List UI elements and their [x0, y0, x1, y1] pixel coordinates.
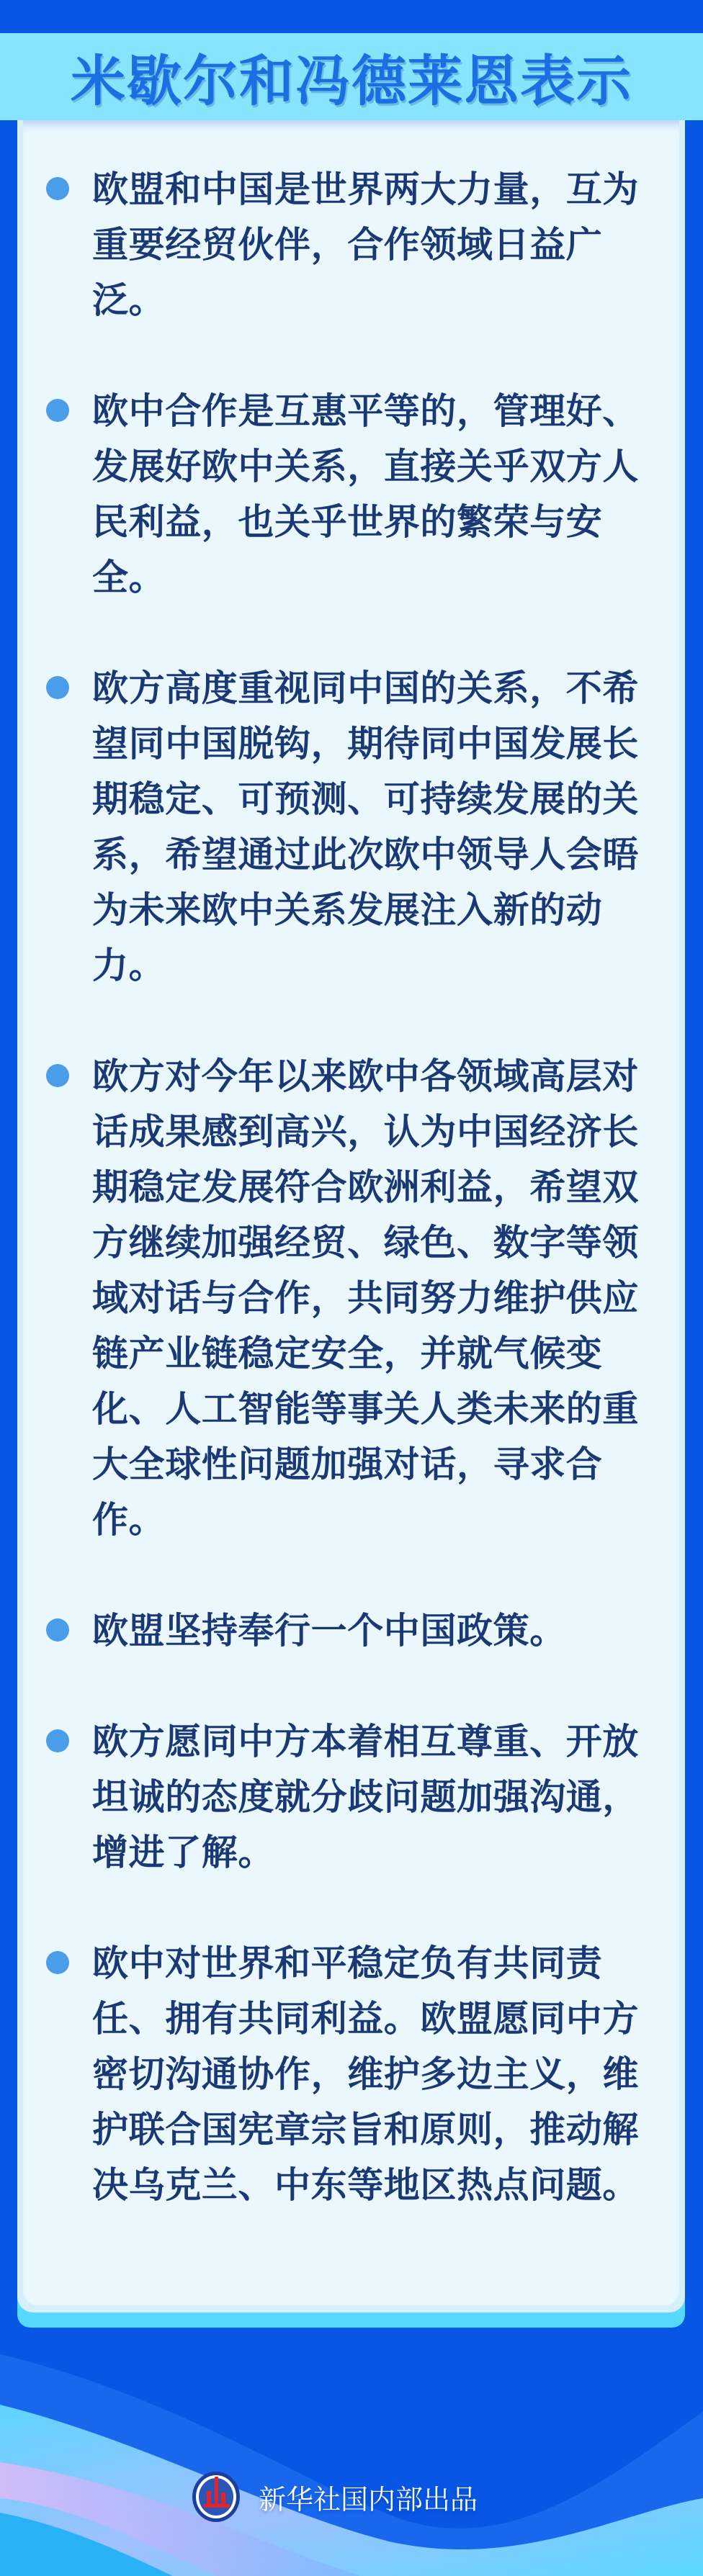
bullet-line: 欧方愿同中方本着相互尊重、开放: [92, 1720, 639, 1762]
bullet-line: 民利益，也关乎世界的繁荣与安: [92, 500, 603, 543]
bullet-line: 化、人工智能等事关人类未来的重: [92, 1387, 639, 1430]
bullet-line: 欧盟坚持奉行一个中国政策。: [92, 1609, 566, 1652]
bullet-line: 话成果感到高兴，认为中国经济长: [92, 1110, 639, 1153]
bullet-dot-icon: [46, 1951, 69, 1974]
bullet-dot-icon: [46, 399, 69, 422]
bullet-line: 决乌克兰、中东等地区热点问题。: [92, 2163, 639, 2206]
bullet-line: 重要经贸伙伴，合作领域日益广: [92, 223, 603, 266]
bullet-line: 作。: [92, 1498, 166, 1541]
content-card: [17, 120, 685, 2312]
bullet-dot-icon: [46, 177, 69, 200]
bullet-line: 欧方高度重视同中国的关系，不希: [92, 667, 639, 709]
bullet-line: 坦诚的态度就分歧问题加强沟通，: [92, 1775, 639, 1818]
bullet-list: [23, 161, 679, 2268]
bullet-line: 方继续加强经贸、绿色、数字等领: [92, 1221, 639, 1264]
bullet-dot-icon: [46, 1064, 69, 1087]
bullet-line: 任、拥有共同利益。欧盟愿同中方: [92, 1997, 639, 2040]
bullet-text: [92, 1713, 679, 1880]
bullet-line: 全。: [92, 556, 166, 598]
page-title: 米歇尔和冯德莱恩表示: [71, 49, 632, 113]
bullet-line: 期稳定发展符合欧洲利益，希望双: [92, 1166, 639, 1208]
bullet-line: 发展好欧中关系，直接关乎双方人: [92, 445, 639, 487]
bullet-dot-icon: [46, 1729, 69, 1752]
bullet-item: [23, 383, 679, 605]
bullet-line: 系，希望通过此次欧中领导人会晤: [92, 833, 639, 875]
bullet-text: [92, 660, 679, 993]
footer-credit: 新华社国内部出品: [259, 2483, 478, 2516]
bullet-line: 力。: [92, 944, 166, 986]
bullet-line: 为未来欧中关系发展注入新的动: [92, 888, 603, 931]
bullet-item: [23, 1713, 679, 1880]
bullet-line: 增进了解。: [92, 1831, 274, 1873]
bullet-item: [23, 660, 679, 993]
header-banner: [0, 33, 703, 120]
bullet-dot-icon: [46, 676, 69, 699]
background-waves: [0, 2325, 703, 2576]
bullet-line: 泛。: [92, 279, 166, 321]
bullet-dot-icon: [46, 1618, 69, 1641]
bullet-line: 望同中国脱钩，期待同中国发展长: [92, 722, 639, 765]
bullet-item: [23, 1935, 679, 2212]
bullet-line: 欧中合作是互惠平等的，管理好、: [92, 389, 639, 432]
bullet-line: 域对话与合作，共同努力维护供应: [92, 1276, 639, 1319]
xinhua-logo: [191, 2471, 241, 2523]
bullet-item: [23, 1603, 679, 1658]
bullet-line: 护联合国宪章宗旨和原则，推动解: [92, 2108, 639, 2151]
bullet-item: [23, 161, 679, 328]
bullet-line: 链产业链稳定安全，并就气候变: [92, 1332, 603, 1374]
bullet-text: [92, 161, 679, 328]
bullet-line: 大全球性问题加强对话，寻求合: [92, 1443, 603, 1485]
bullet-line: 欧盟和中国是世界两大力量，互为: [92, 168, 639, 210]
bullet-line: 期稳定、可预测、可持续发展的关: [92, 778, 639, 820]
footer: [191, 2471, 478, 2523]
bullet-line: 欧方对今年以来欧中各领域高层对: [92, 1055, 639, 1097]
bullet-text: [92, 383, 679, 605]
bullet-line: 欧中对世界和平稳定负有共同责: [92, 1942, 603, 1984]
bullet-text: [92, 1603, 679, 1658]
bullet-line: 密切沟通协作，维护多边主义，维: [92, 2053, 639, 2095]
bullet-item: [23, 1048, 679, 1547]
bullet-text: [92, 1048, 679, 1547]
bullet-text: [92, 1935, 679, 2212]
